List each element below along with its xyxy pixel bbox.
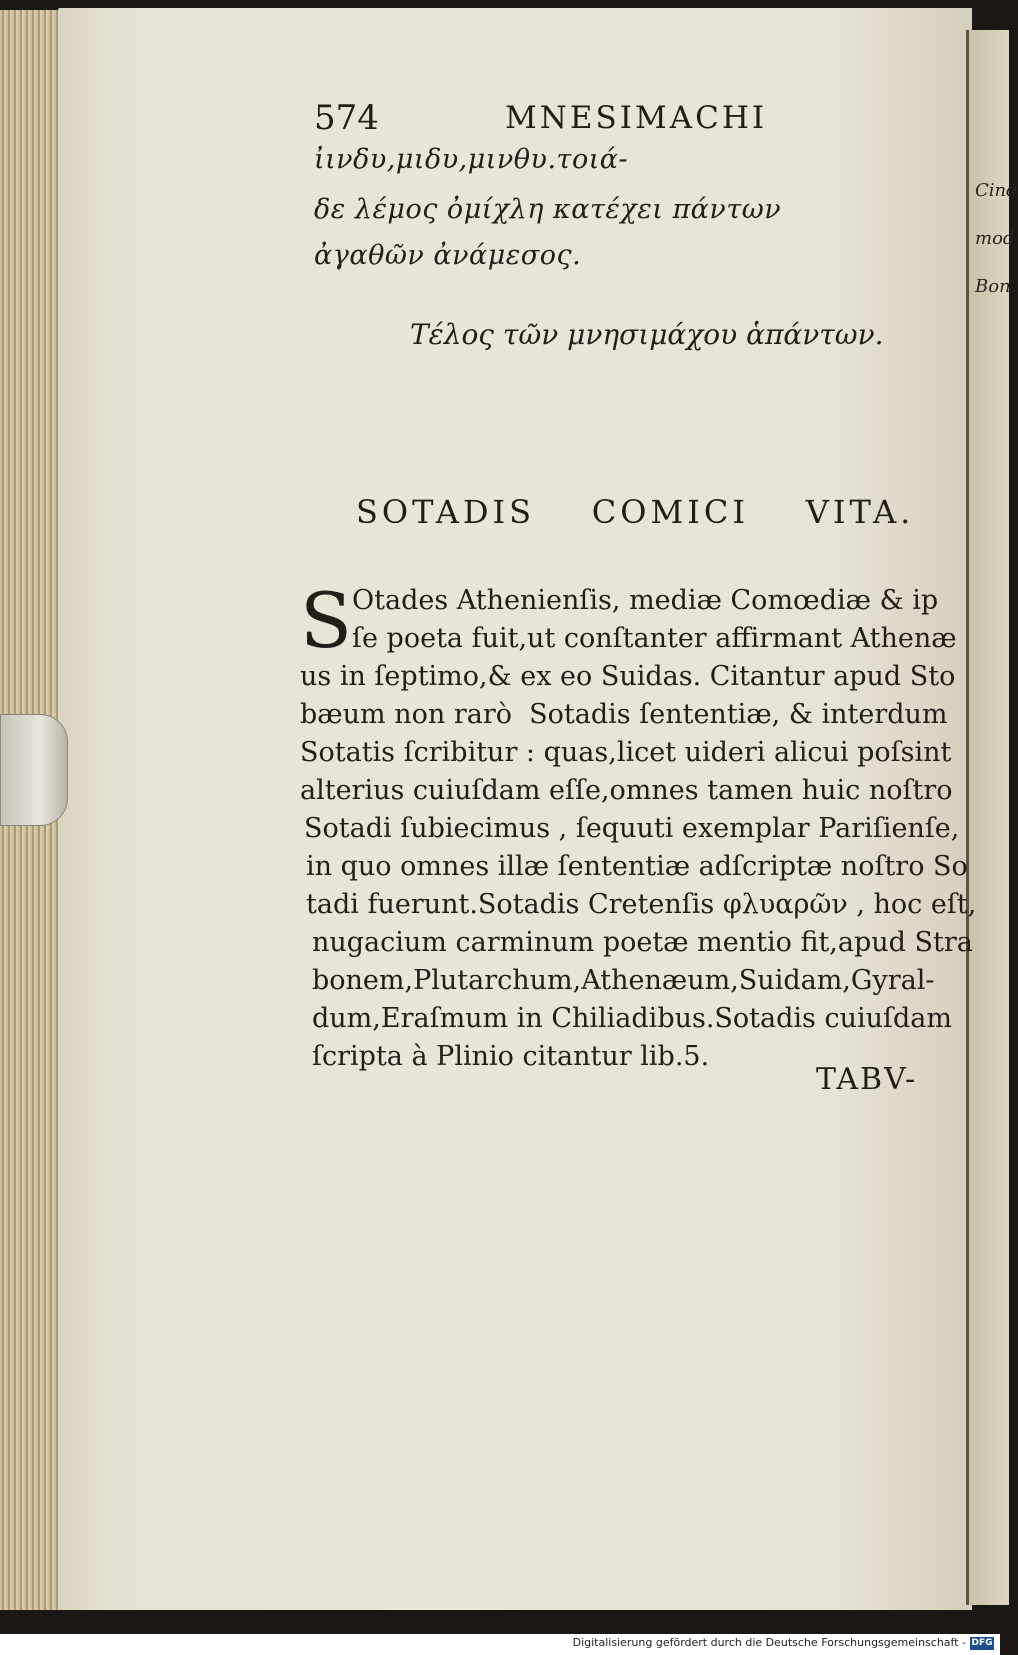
facing-page-edge bbox=[966, 30, 1018, 1605]
body-text-line: Sotatis ſcribitur : quas,licet uideri alicui poſsint bbox=[300, 737, 952, 768]
facing-page-fragment: Bon bbox=[975, 276, 1011, 297]
digitization-footer bbox=[0, 1634, 1000, 1655]
greek-verse-line: ἰινδυ,μιδυ,μινθυ.τοιά- bbox=[314, 144, 629, 175]
body-text-line: ſe poeta fuit,ut conſtanter affirmant Athenæ bbox=[352, 623, 957, 654]
body-text-line: tadi fuerunt.Sotadis Cretenſis φλυαρῶν , hoc eſt, bbox=[306, 889, 977, 920]
body-text-line: us in ſeptimo,& ex eo Suidas. Citantur apud Sto bbox=[300, 661, 956, 692]
facing-page-fragment: Cind bbox=[975, 180, 1018, 201]
facing-page-fragment: mod bbox=[975, 228, 1015, 249]
body-text-line: bonem,Plutarchum,Athenæum,Suidam,Gyral- bbox=[312, 965, 935, 996]
page-number: 574 bbox=[314, 98, 379, 138]
drop-cap: S bbox=[300, 576, 353, 665]
finis-line: Τέλος τῶν μνησιμάχου ἁπάντων. bbox=[410, 318, 884, 351]
body-text-line: dum,Eraſmum in Chiliadibus.Sotadis cuiuſdam bbox=[312, 1003, 952, 1034]
running-head: MNESIMACHI bbox=[505, 100, 768, 136]
body-text-line: Otades Athenienſis, mediæ Comœdiæ & ip bbox=[352, 585, 939, 616]
funding-credit: Digitalisierung gefördert durch die Deutsche Forschungsgemeinschaft - bbox=[572, 1636, 966, 1649]
greek-verse-line: ἀγαθῶν ἀνάμεσος. bbox=[314, 240, 582, 271]
greek-verse-line: δε λέμος ὀμίχλη κατέχει πάντων bbox=[314, 194, 782, 225]
body-text-line: nugacium carminum poetæ mentio fit,apud Stra bbox=[312, 927, 973, 958]
body-text-line: in quo omnes illæ ſententiæ adſcriptæ noſtro So bbox=[306, 851, 968, 882]
book-clip bbox=[0, 714, 68, 826]
body-text-line: Sotadi ſubiecimus , ſequuti exemplar Pariſienſe, bbox=[304, 813, 960, 844]
catchword: TABV- bbox=[816, 1062, 918, 1097]
body-text-line: bæum non rarò Sotadis ſententiæ, & interdum bbox=[300, 699, 948, 730]
body-text-line: alterius cuiuſdam eſſe,omnes tamen huic noſtro bbox=[300, 775, 953, 806]
section-title: SOTADIS COMICI VITA. bbox=[356, 493, 915, 531]
dfg-logo: DFG bbox=[971, 1638, 993, 1648]
body-text-line: ſcripta à Plinio citantur lib.5. bbox=[312, 1041, 710, 1072]
